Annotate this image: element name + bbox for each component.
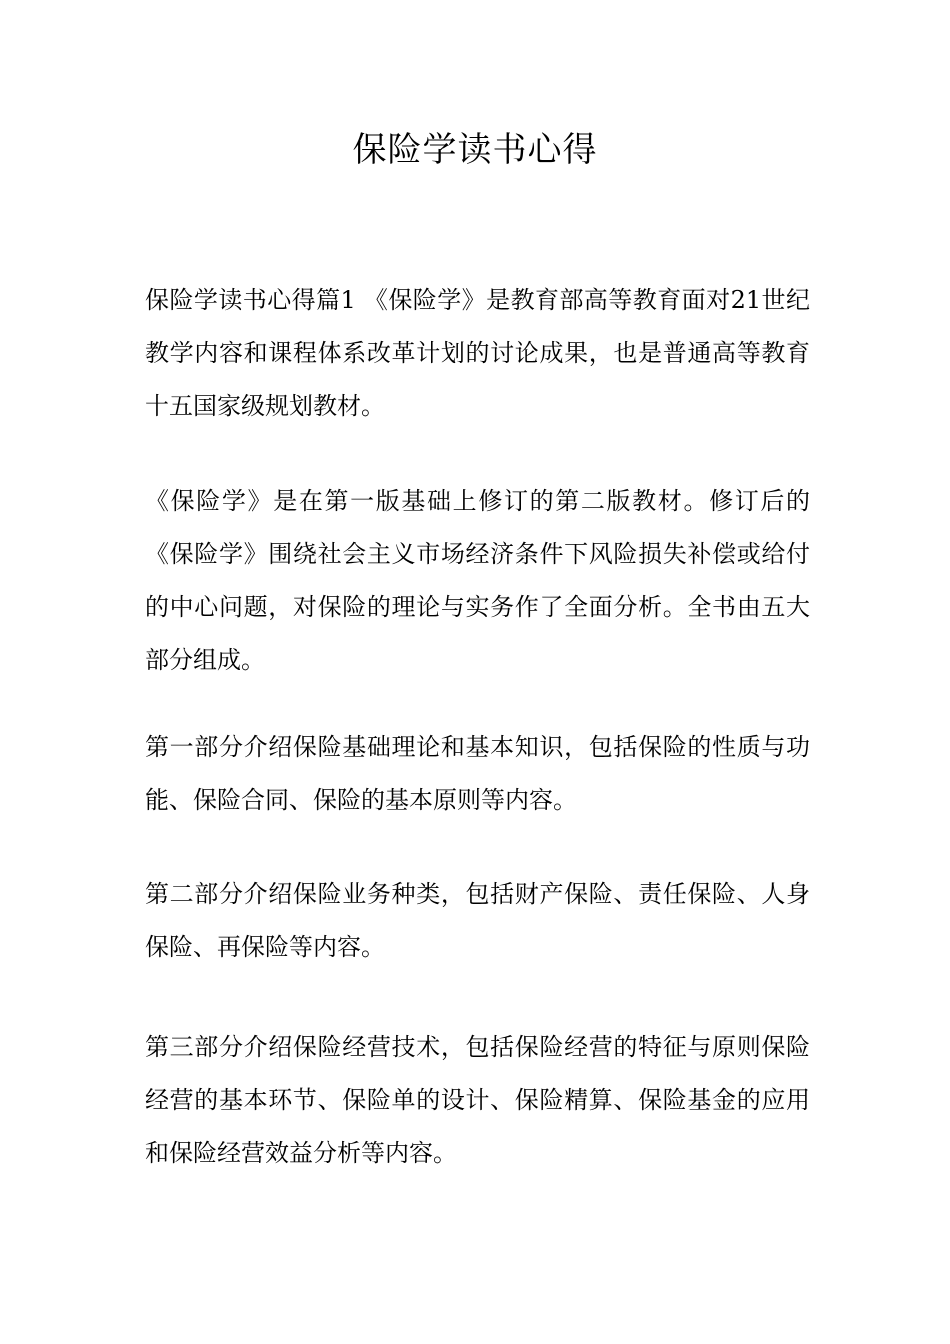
paragraph-2: 《保险学》是在第一版基础上修订的第二版教材。修订后的《保险学》围绕社会主义市场经济条件下风险损失补偿或给付的中心问题，对保险的理论与实务作了全面分析。全书由五大部分组成。 bbox=[145, 487, 810, 674]
paragraph-4: 第二部分介绍保险业务种类，包括财产保险、责任保险、人身保险、再保险等内容。 bbox=[145, 880, 810, 961]
paragraph-1: 保险学读书心得篇1 《保险学》是教育部高等教育面对21世纪教学内容和课程体系改革计划的讨论成果，也是普通高等教育十五国家级规划教材。 bbox=[145, 286, 810, 420]
document-title: 保险学读书心得 bbox=[352, 130, 598, 170]
paragraph-3: 第一部分介绍保险基础理论和基本知识，包括保险的性质与功能、保险合同、保险的基本原则等内容。 bbox=[145, 733, 810, 814]
paragraph-5: 第三部分介绍保险经营技术，包括保险经营的特征与原则保险经营的基本环节、保险单的设计、保险精算、保险基金的应用和保险经营效益分析等内容。 bbox=[145, 1033, 810, 1167]
